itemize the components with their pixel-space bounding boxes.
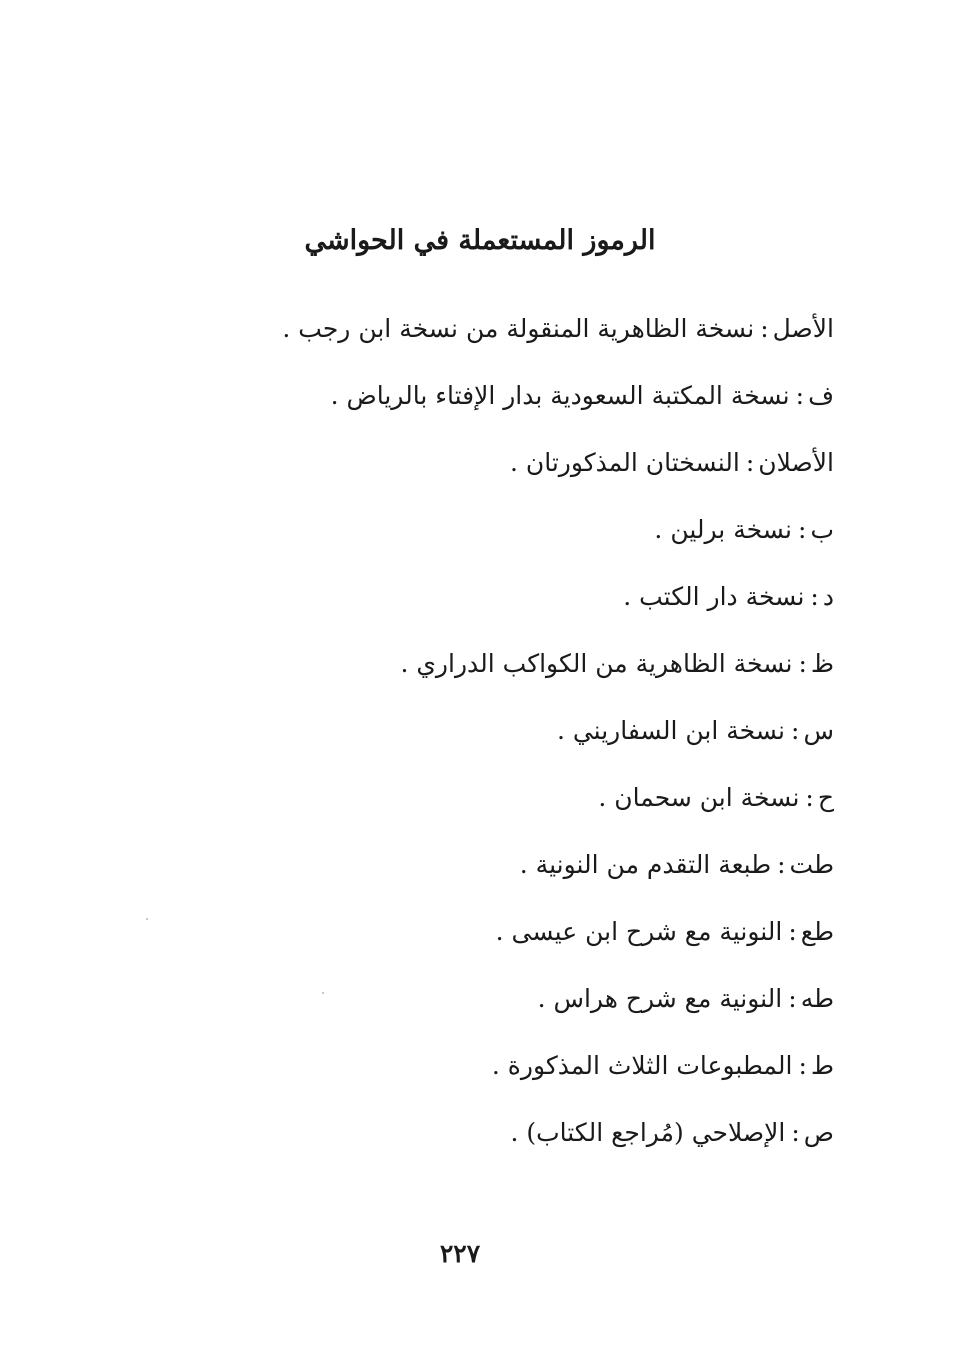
- entry-separator: :: [798, 1051, 807, 1080]
- list-item: [274, 643, 834, 710]
- entry-separator: :: [805, 783, 814, 812]
- list-item: [274, 710, 834, 777]
- entry-description: طبعة التقدم من النونية .: [519, 850, 772, 879]
- entry-symbol: الأصل: [772, 314, 834, 343]
- entry-symbol: د: [822, 582, 834, 611]
- entry-symbol: س: [803, 716, 834, 745]
- entry-separator: :: [745, 448, 755, 477]
- list-item: [274, 978, 834, 1045]
- entry-separator: :: [788, 917, 797, 946]
- entry-description: الإصلاحي (مُراجع الكتاب) .: [510, 1118, 786, 1147]
- list-item: [274, 509, 834, 576]
- entry-description: النونية مع شرح هراس .: [537, 984, 783, 1013]
- list-item: [274, 844, 834, 911]
- entry-symbol: ط: [810, 1051, 834, 1080]
- page-title: الرموز المستعملة في الحواشي: [304, 225, 656, 256]
- entry-description: المطبوعات الثلاث المذكورة .: [491, 1051, 793, 1080]
- list-item: [274, 308, 834, 375]
- entry-symbol: طت: [789, 850, 834, 879]
- entry-description: نسخة المكتبة السعودية بدار الإفتاء بالرياض .: [330, 381, 790, 410]
- entry-description: نسخة الظاهرية من الكواكب الدراري .: [400, 649, 793, 678]
- entry-separator: :: [760, 314, 769, 343]
- entry-symbol: ظ: [810, 649, 834, 678]
- entry-symbol: ف: [808, 381, 834, 410]
- scan-speck: [146, 918, 148, 920]
- entry-separator: :: [791, 716, 800, 745]
- entry-symbol: الأصلان: [758, 448, 834, 477]
- entry-separator: :: [810, 582, 819, 611]
- entry-separator: :: [795, 381, 805, 410]
- scan-speck: [322, 992, 324, 994]
- entry-separator: :: [791, 1118, 800, 1147]
- list-item: [274, 911, 834, 978]
- symbols-list: [274, 308, 834, 1179]
- list-item: [274, 442, 834, 509]
- entry-description: نسخة الظاهرية المنقولة من نسخة ابن رجب .: [282, 314, 755, 343]
- list-item: [274, 375, 834, 442]
- list-item: [274, 777, 834, 844]
- list-item: [274, 576, 834, 643]
- entry-description: النونية مع شرح ابن عيسى .: [495, 917, 783, 946]
- entry-symbol: طع: [800, 917, 834, 946]
- entry-separator: :: [798, 515, 807, 544]
- entry-symbol: ب: [810, 515, 834, 544]
- entry-symbol: طه: [800, 984, 834, 1013]
- list-item: [274, 1045, 834, 1112]
- entry-description: نسخة ابن سحمان .: [598, 783, 800, 812]
- list-item: [274, 1112, 834, 1179]
- entry-separator: :: [798, 649, 807, 678]
- entry-description: النسختان المذكورتان .: [509, 448, 740, 477]
- entry-description: نسخة ابن السفاريني .: [556, 716, 786, 745]
- entry-separator: :: [777, 850, 786, 879]
- entry-symbol: ص: [803, 1118, 834, 1147]
- entry-description: نسخة دار الكتب .: [623, 582, 805, 611]
- entry-description: نسخة برلين .: [654, 515, 793, 544]
- entry-symbol: ح: [817, 783, 834, 812]
- page-number: ٢٢٧: [439, 1239, 481, 1268]
- entry-separator: :: [788, 984, 797, 1013]
